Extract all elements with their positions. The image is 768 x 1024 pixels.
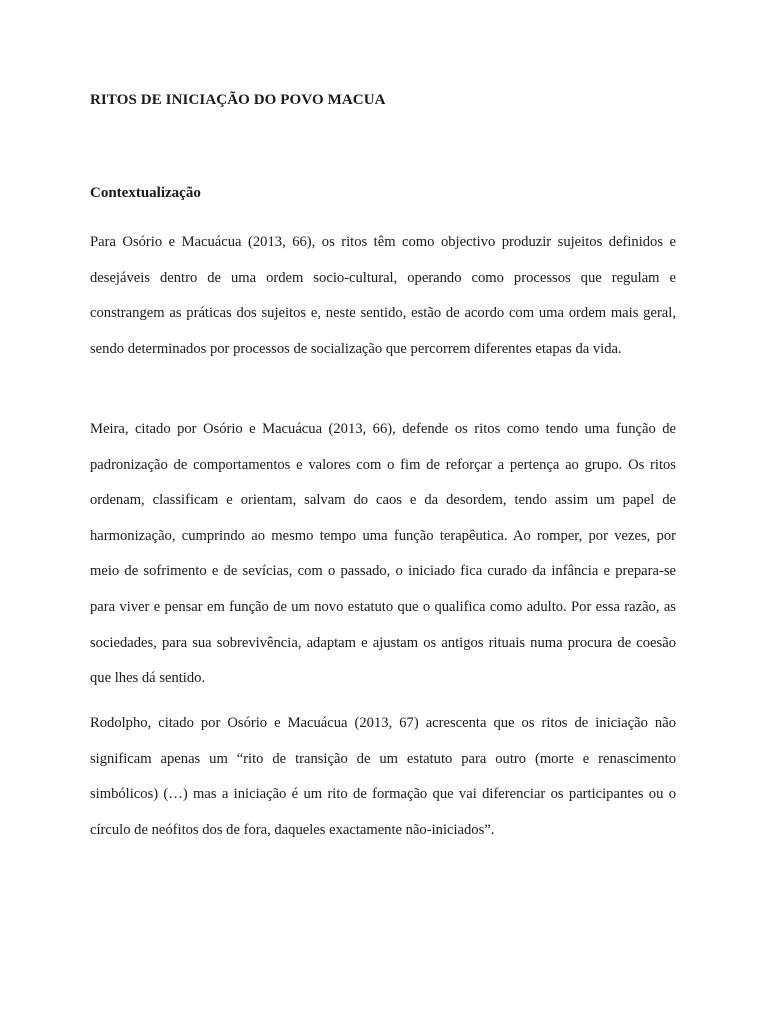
paragraph-meira: Meira, citado por Osório e Macuácua (2013, 66), defende os ritos como tendo uma função de padronização de comportamentos e valores com o fim de reforçar a pertença ao grupo. Os ritos ordenam, classificam e orientam, salvam do caos e da desordem, tendo assim um papel de harmonização, cumprindo ao mesmo tempo uma função terapêutica. Ao romper, por vezes, por meio de sofrimento e de sevícias, com o passado, o iniciado fica curado da infância e prepara-se para viver e pensar em função de um novo estatuto que o qualifica como adulto. Por essa razão, as sociedades, para sua sobrevivência, adaptam e ajustam os antigos rituais numa procura de coesão que lhes dá sentido. xyxy=(90,421,676,687)
paragraph-rodolpho: Rodolpho, citado por Osório e Macuácua (2013, 67) acrescenta que os ritos de iniciação não significam apenas um “rito de transição de um estatuto para outro (morte e renascimento simbólicos) (…) mas a iniciação é um rito de formação que vai diferenciar os participantes ou o círculo de neófitos dos de fora, daqueles exactamente não-iniciados”. xyxy=(90,715,676,838)
paragraph-osorio-macuacua: Para Osório e Macuácua (2013, 66), os ritos têm como objectivo produzir sujeitos definidos e desejáveis dentro de uma ordem socio-cultural, operando como processos que regulam e constrangem as práticas dos sujeitos e, neste sentido, estão de acordo com uma ordem mais geral, sendo determinados por processos de socialização que percorrem diferentes etapas da vida. xyxy=(90,234,676,357)
section-heading: Contextualização xyxy=(90,185,201,201)
document-title: RITOS DE INICIAÇÃO DO POVO MACUA xyxy=(90,92,386,108)
